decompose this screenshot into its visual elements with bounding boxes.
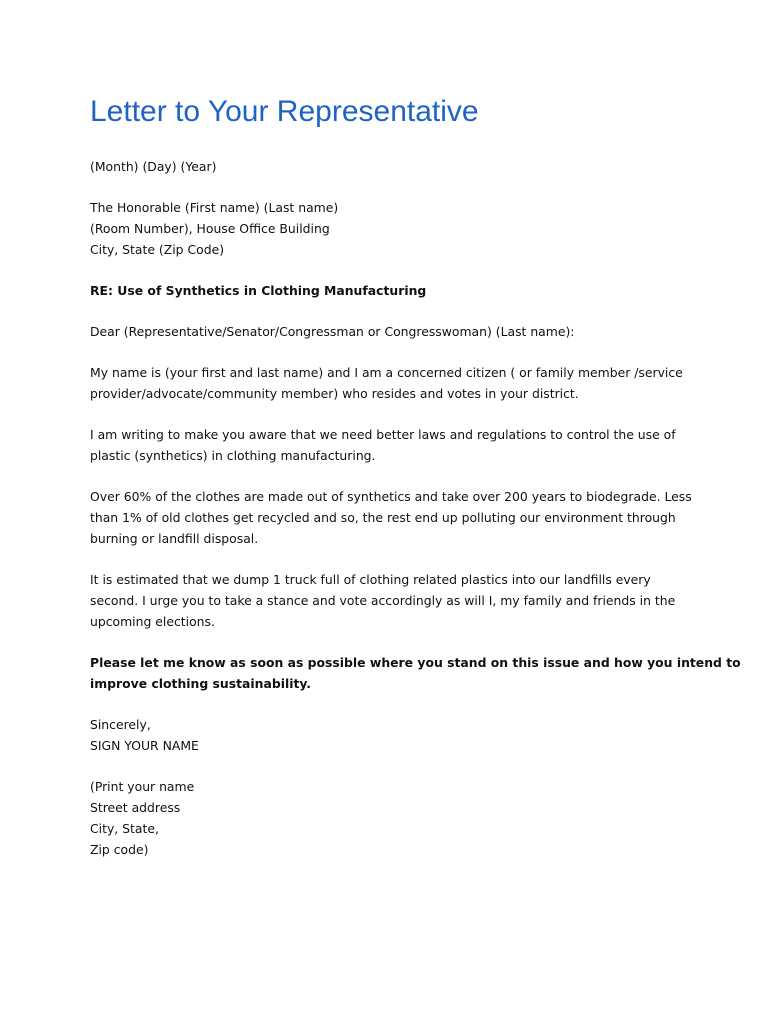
subject-text: RE: Use of Synthetics in Clothing Manufacturing (90, 283, 427, 298)
sender-address (90, 776, 690, 860)
recipient-line: (Room Number), House Office Building (90, 221, 330, 236)
date-line (90, 156, 690, 177)
paragraph-line: I am writing to make you aware that we need better laws and regulations to control the use of (90, 427, 676, 442)
paragraph-line: It is estimated that we dump 1 truck full of clothing related plastics into our landfills every (90, 572, 651, 587)
paragraph-request (90, 652, 741, 694)
paragraph-line: second. I urge you to take a stance and vote accordingly as will I, my family and friends in the (90, 593, 676, 608)
paragraph-line: provider/advocate/community member) who resides and votes in your district. (90, 386, 579, 401)
sender-line: Street address (90, 800, 181, 815)
recipient-line: The Honorable (First name) (Last name) (90, 200, 339, 215)
recipient-line: City, State (Zip Code) (90, 242, 225, 257)
paragraph-line: improve clothing sustainability. (90, 676, 312, 691)
letter-body (90, 156, 741, 880)
paragraph-facts (90, 486, 690, 549)
signature-line: SIGN YOUR NAME (90, 738, 199, 753)
paragraph-line: than 1% of old clothes get recycled and so, the rest end up polluting our environment through (90, 510, 676, 525)
paragraph-purpose (90, 424, 690, 466)
closing (90, 714, 690, 756)
sender-line: (Print your name (90, 779, 195, 794)
salutation (90, 321, 690, 342)
paragraph-line: upcoming elections. (90, 614, 215, 629)
closing-line: Sincerely, (90, 717, 151, 732)
paragraph-line: Over 60% of the clothes are made out of synthetics and take over 200 years to biodegrade. Less (90, 489, 692, 504)
paragraph-line: plastic (synthetics) in clothing manufacturing. (90, 448, 376, 463)
sender-line: City, State, (90, 821, 159, 836)
sender-line: Zip code) (90, 842, 149, 857)
paragraph-call-to-action (90, 569, 690, 632)
page-title: Letter to Your Representative (90, 95, 479, 128)
paragraph-line: Please let me know as soon as possible where you stand on this issue and how you intend to (90, 655, 741, 670)
paragraph-introduction (90, 362, 690, 404)
date-text: (Month) (Day) (Year) (90, 159, 217, 174)
paragraph-line: My name is (your first and last name) and I am a concerned citizen ( or family member /service (90, 365, 683, 380)
salutation-text: Dear (Representative/Senator/Congressman or Congresswoman) (Last name): (90, 324, 575, 339)
subject-line (90, 280, 690, 301)
recipient-address (90, 197, 690, 260)
paragraph-line: burning or landfill disposal. (90, 531, 259, 546)
